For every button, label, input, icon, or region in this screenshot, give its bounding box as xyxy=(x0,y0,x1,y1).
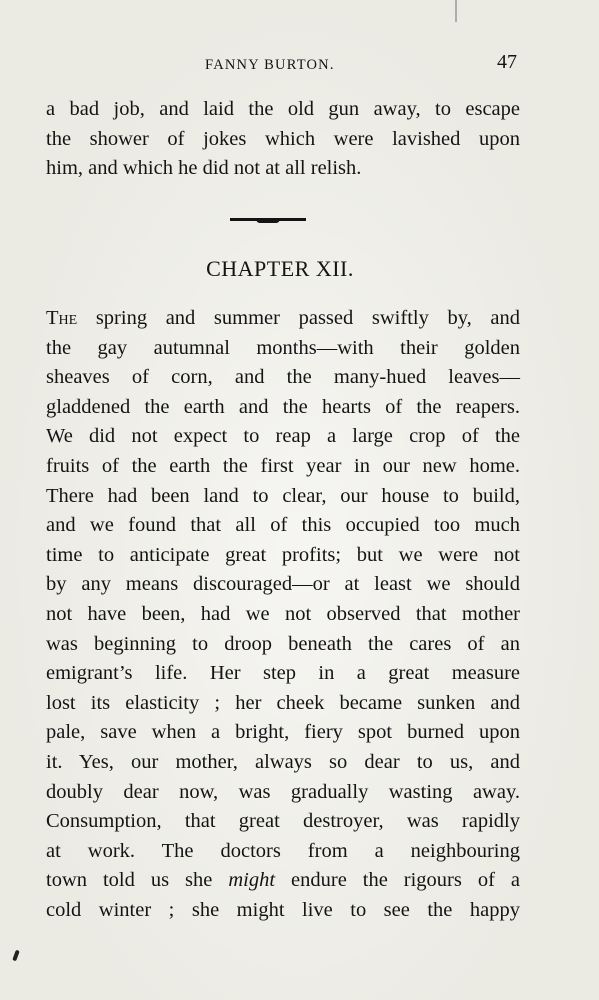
section-divider-ornament xyxy=(230,218,306,221)
text-line: not have been, had we not observed that mother xyxy=(46,602,520,625)
text-line: fruits of the earth the first year in our new home. xyxy=(46,454,520,477)
text-line: emigrant’s life. Her step in a great measure xyxy=(46,662,520,685)
text-line: was beginning to droop beneath the cares of an xyxy=(46,632,520,655)
text-line: him, and which he did not at all relish. xyxy=(46,157,362,180)
text-line: Consumption, that great destroyer, was rapidly xyxy=(46,810,520,833)
text-fragment: spring and summer passed swiftly by, and xyxy=(77,307,520,329)
text-line: There had been land to clear, our house to build, xyxy=(46,484,520,507)
text-line: cold winter ; she might live to see the happy xyxy=(46,898,520,921)
text-line: sheaves of corn, and the many-hued leaves— xyxy=(46,366,520,389)
text-line: it. Yes, our mother, always so dear to us, and xyxy=(46,750,520,773)
bleed-through-mark xyxy=(455,0,457,22)
continuation-paragraph xyxy=(46,95,520,184)
text-line: doubly dear now, was gradually wasting away. xyxy=(46,780,520,803)
text-line: and we found that all of this occupied too much xyxy=(46,514,520,537)
text-line: pale, save when a bright, fiery spot burned upon xyxy=(46,721,520,744)
text-line: gladdened the earth and the hearts of the reapers. xyxy=(46,395,520,418)
text-line xyxy=(46,866,520,896)
ink-speck xyxy=(12,950,20,962)
chapter-paragraph xyxy=(46,304,520,925)
text-line xyxy=(46,304,520,334)
chapter-heading: CHAPTER XII. xyxy=(206,256,354,281)
text-fragment: town told us she xyxy=(46,869,229,892)
text-line: lost its elasticity ; her cheek became sunken and xyxy=(46,691,520,714)
running-header-title: FANNY BURTON. xyxy=(205,57,335,73)
text-line: time to anticipate great profits; but we were not xyxy=(46,543,520,566)
text-line: We did not expect to reap a large crop of the xyxy=(46,425,520,448)
text-line: the shower of jokes which were lavished upon xyxy=(46,127,520,150)
text-fragment: endure the rigours of a xyxy=(275,869,520,892)
text-line: the gay autumnal months—with their golden xyxy=(46,336,520,359)
opening-word: The xyxy=(46,307,78,329)
text-line: at work. The doctors from a neighbouring xyxy=(46,839,520,862)
page-number: 47 xyxy=(497,51,517,73)
italic-word: might xyxy=(228,869,276,892)
text-line: by any means discouraged—or at least we should xyxy=(46,573,520,596)
text-line: a bad job, and laid the old gun away, to escape xyxy=(46,98,520,120)
